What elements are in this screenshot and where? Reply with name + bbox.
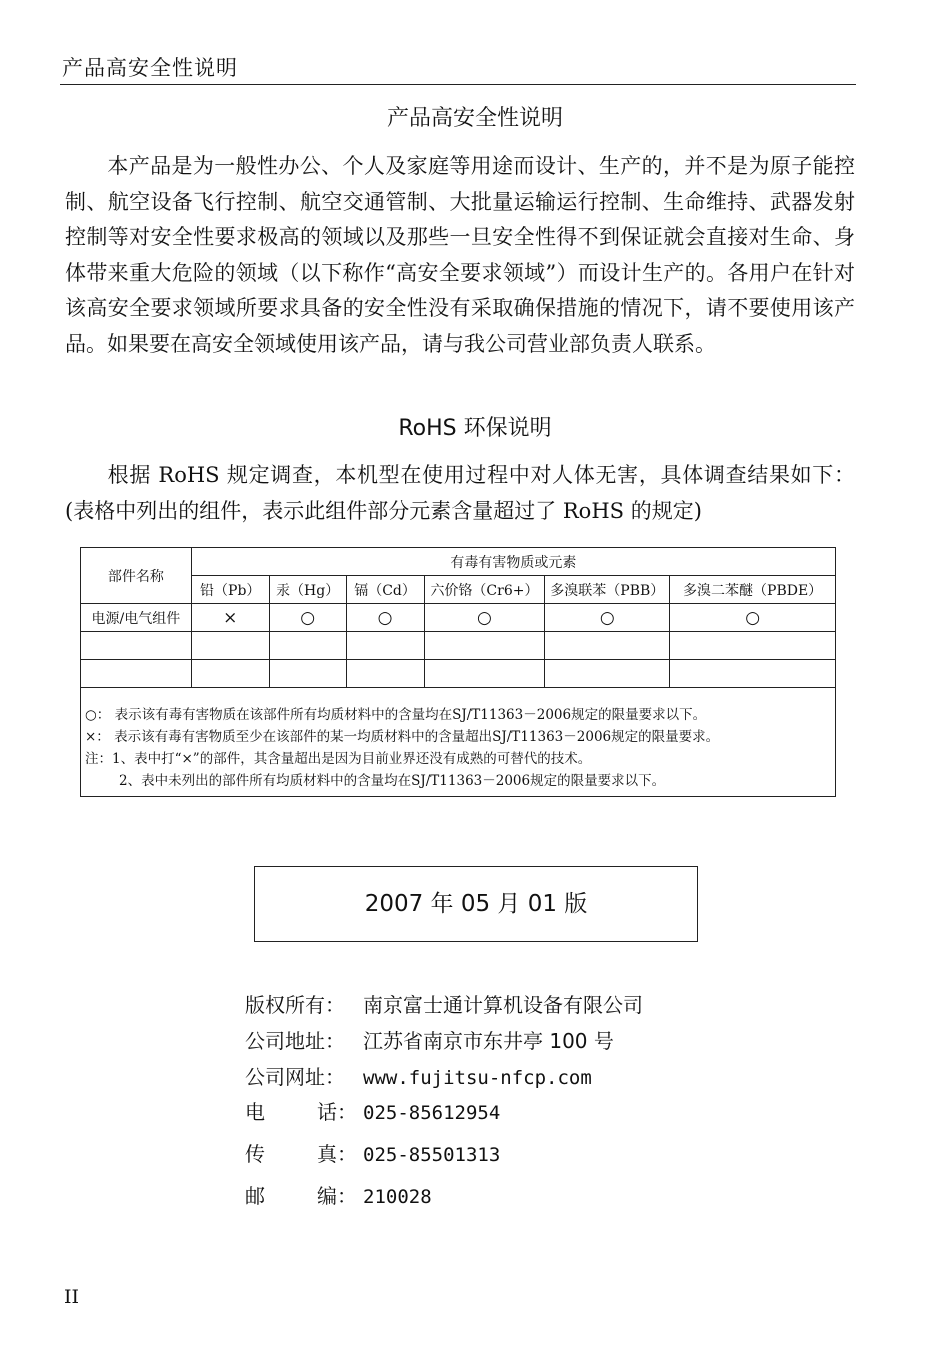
- mark-cell: ○: [269, 604, 346, 632]
- postal-label-b: 编：: [317, 1184, 357, 1208]
- empty-cell: [191, 660, 269, 688]
- empty-cell: [269, 632, 346, 660]
- mark-cell: ○: [545, 604, 670, 632]
- rohs-title: RoHS 环保说明: [398, 416, 552, 441]
- phone-label-b: 话：: [317, 1100, 357, 1124]
- substance-header: 多溴联苯（PBB）: [545, 576, 670, 604]
- fax-label-a: 传: [245, 1142, 265, 1166]
- website-row: [245, 1061, 592, 1090]
- mark-cell: ○: [424, 604, 545, 632]
- mark-cell: ○: [346, 604, 424, 632]
- address-row: [245, 1025, 614, 1054]
- substance-group-header: 有毒有害物质或元素: [191, 548, 835, 576]
- address-value: 江苏省南京市东井亭 100 号: [363, 1029, 614, 1053]
- edition-box: 2007 年 05 月 01 版: [254, 866, 698, 942]
- phone-label-a: 电: [245, 1100, 265, 1124]
- copyright-value: 南京富士通计算机设备有限公司: [363, 993, 643, 1017]
- empty-cell: [269, 660, 346, 688]
- empty-cell: [670, 660, 836, 688]
- note-2: 2、表中未列出的部件所有均质材料中的含量均在SJ/T11363－2006规定的限量要求以下。: [119, 773, 666, 789]
- note-circle: ○： 表示该有毒有害物质在该部件所有均质材料中的含量均在SJ/T11363－2006规定的限量要求以下。: [85, 707, 707, 723]
- substance-header: 六价铬（Cr6+）: [424, 576, 545, 604]
- running-header: 产品高安全性说明: [62, 56, 238, 80]
- rohs-intro-paragraph: [65, 458, 855, 529]
- note-cross: ×： 表示该有毒有害物质至少在该部件的某一均质材料中的含量超出SJ/T11363－2006规定的限量要求。: [85, 729, 720, 745]
- table-notes: [81, 688, 836, 797]
- phone-value: 025-85612954: [363, 1102, 501, 1124]
- component-header: 部件名称: [81, 548, 192, 604]
- substance-header: 铅（Pb）: [191, 576, 269, 604]
- safety-title: 产品高安全性说明: [386, 106, 563, 131]
- empty-cell: [346, 632, 424, 660]
- component-cell: 电源/电气组件: [81, 604, 192, 632]
- empty-table-row: [81, 660, 836, 688]
- substance-header: 汞（Hg）: [269, 576, 346, 604]
- empty-cell: [346, 660, 424, 688]
- empty-cell: [424, 632, 545, 660]
- website-label: 公司网址：: [245, 1065, 345, 1089]
- note-1: 注：1、表中打“×”的部件，其含量超出是因为目前业界还没有成熟的可替代的技术。: [85, 751, 592, 767]
- empty-cell: [545, 632, 670, 660]
- page-number: II: [64, 1286, 80, 1308]
- postal-value: 210028: [363, 1186, 432, 1208]
- empty-cell: [81, 660, 192, 688]
- copyright-label: 版权所有：: [245, 993, 345, 1017]
- mark-cell: ×: [191, 604, 269, 632]
- substance-header: 多溴二苯醚（PBDE）: [670, 576, 836, 604]
- mark-cell: ○: [670, 604, 836, 632]
- fax-value: 025-85501313: [363, 1144, 501, 1166]
- rohs-intro: 根据 RoHS 规定调查，本机型在使用过程中对人体无害，具体调查结果如下：(表格中列出的组件，表示此组件部分元素含量超过了 RoHS 的规定): [65, 463, 855, 523]
- empty-cell: [545, 660, 670, 688]
- copyright-row: [245, 989, 643, 1018]
- substance-header: 镉（Cd）: [346, 576, 424, 604]
- empty-cell: [191, 632, 269, 660]
- empty-cell: [670, 632, 836, 660]
- website-link[interactable]: www.fujitsu-nfcp.com: [363, 1067, 592, 1089]
- empty-cell: [424, 660, 545, 688]
- rohs-table: [80, 547, 836, 797]
- empty-table-row: [81, 632, 836, 660]
- fax-row: [245, 1138, 500, 1167]
- safety-body: 本产品是为一般性办公、个人及家庭等用途而设计、生产的，并不是为原子能控制、航空设备飞行控制、航空交通管制、大批量运输运行控制、生命维持、武器发射控制等对安全性要求极高的领域以及那些一旦安全性得不到保证就会直接对生命、身体带来重大危险的领域（以下称作“高安全要求领域”）而设计生产的。各用户在针对该高安全要求领域所要求具备的安全性没有采取确保措施的情况下，请不要使用该产品。如果要在高安全领域使用该产品，请与我公司营业部负责人联系。: [65, 154, 855, 356]
- empty-cell: [81, 632, 192, 660]
- table-row: [81, 604, 836, 632]
- safety-paragraph: [65, 149, 855, 362]
- postal-label-a: 邮: [245, 1184, 265, 1208]
- postal-row: [245, 1180, 432, 1209]
- fax-label-b: 真：: [317, 1142, 357, 1166]
- phone-row: [245, 1096, 500, 1125]
- header-rule: [60, 84, 856, 85]
- address-label: 公司地址：: [245, 1029, 345, 1053]
